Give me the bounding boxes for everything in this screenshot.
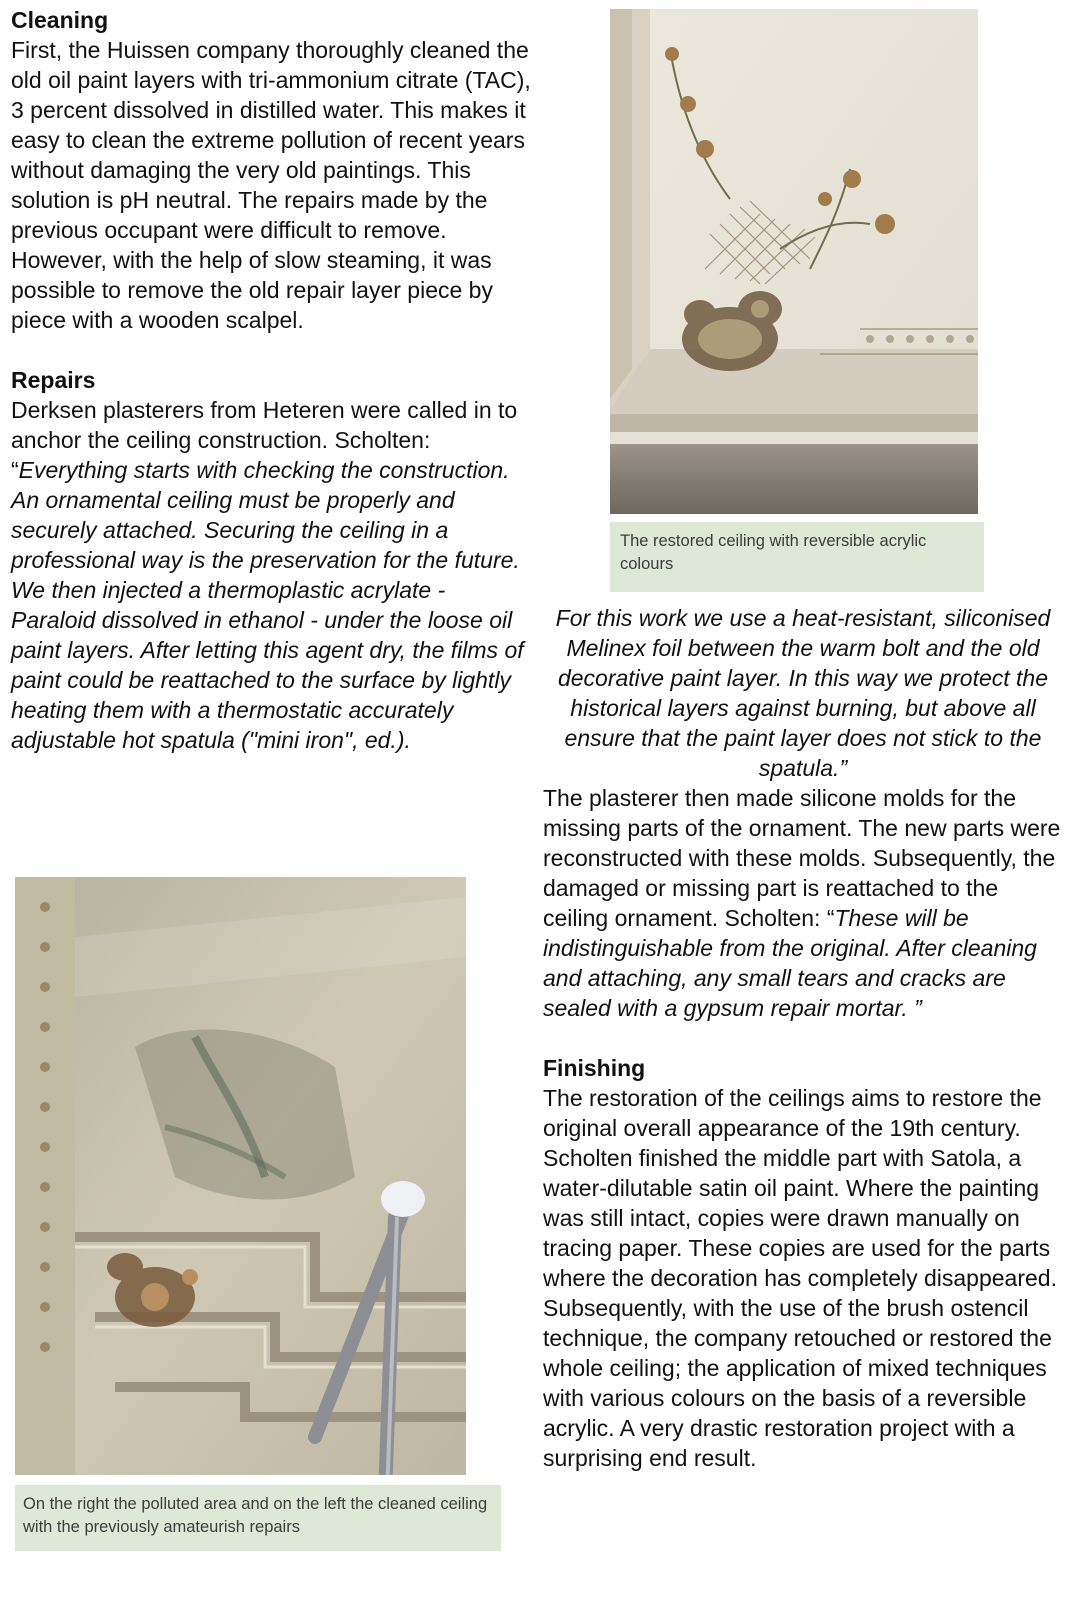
polluted-ceiling-caption: On the right the polluted area and on the left the cleaned ceiling with the previously amateurish repairs: [15, 1485, 501, 1551]
restored-ceiling-caption: The restored ceiling with reversible acrylic colours: [610, 522, 984, 592]
repairs-quote: Everything starts with checking the construction. An ornamental ceiling must be properly and securely attached. Securing the ceiling in a professional way is the preservation for the future. We then injected a thermoplastic acrylate - Paraloid dissolved in ethanol - under the loose oil paint layers. After letting this agent dry, the films of paint could be reattached to the surface by lightly heating them with a thermostatic accurately adjustable hot spatula ("mini iron", ed.).: [11, 457, 524, 753]
repairs-heading: Repairs: [11, 367, 96, 393]
quote-2: These will be indistinguishable from the original. After cleaning and attaching, any small tears and cracks are sealed with a gypsum repair mortar. ”: [543, 905, 1037, 1021]
repairs-body: [11, 395, 531, 755]
restored-ceiling-photo: [610, 9, 978, 514]
molds-text: The plasterer then made silicone molds for the missing parts of the ornament. The new parts were reconstructed with these molds. Subsequently, the damaged or missing part is reattached to the ceiling ornament.: [543, 785, 1061, 931]
right-column-text: [543, 603, 1063, 1473]
repairs-speaker: Scholten: “: [11, 427, 431, 483]
speaker-2: Scholten: “: [724, 905, 835, 931]
repairs-intro: Derksen plasterers from Heteren were called in to anchor the ceiling construction.: [11, 397, 518, 453]
cleaning-body: First, the Huissen company thoroughly cleaned the old oil paint layers with tri-ammonium citrate (TAC), 3 percent dissolved in distilled water. This makes it easy to clean the extreme pollution of recent years without damaging the very old paintings. This solution is pH neutral. The repairs made by the previous occupant were difficult to remove. However, with the help of slow steaming, it was possible to remove the old repair layer piece by piece with a wooden scalpel.: [11, 37, 531, 333]
finishing-heading: Finishing: [543, 1055, 646, 1081]
cleaning-heading: Cleaning: [11, 7, 109, 33]
left-column: [11, 5, 531, 755]
molds-paragraph: [543, 783, 1063, 1023]
finishing-body: The restoration of the ceilings aims to restore the original overall appearance of the 19th century. Scholten finished the middle part with Satola, a water-dilutable satin oil paint. Where the painting was still intact, copies were drawn manually on tracing paper. These copies are used for the parts where the decoration has completely disappeared. Subsequently, with the use of the brush ostencil technique, the company retouched or restored the whole ceiling; the application of mixed techniques with various colours on the basis of a reversible acrylic. A very drastic restoration project with a surprising end result.: [543, 1085, 1057, 1471]
quote-continued: For this work we use a heat-resistant, siliconised Melinex foil between the warm bolt and the old decorative paint layer. In this way we protect the historical layers against burning, but above all ensure that the paint layer does not stick to the spatula.”: [555, 605, 1051, 781]
polluted-ceiling-photo: [15, 877, 466, 1475]
